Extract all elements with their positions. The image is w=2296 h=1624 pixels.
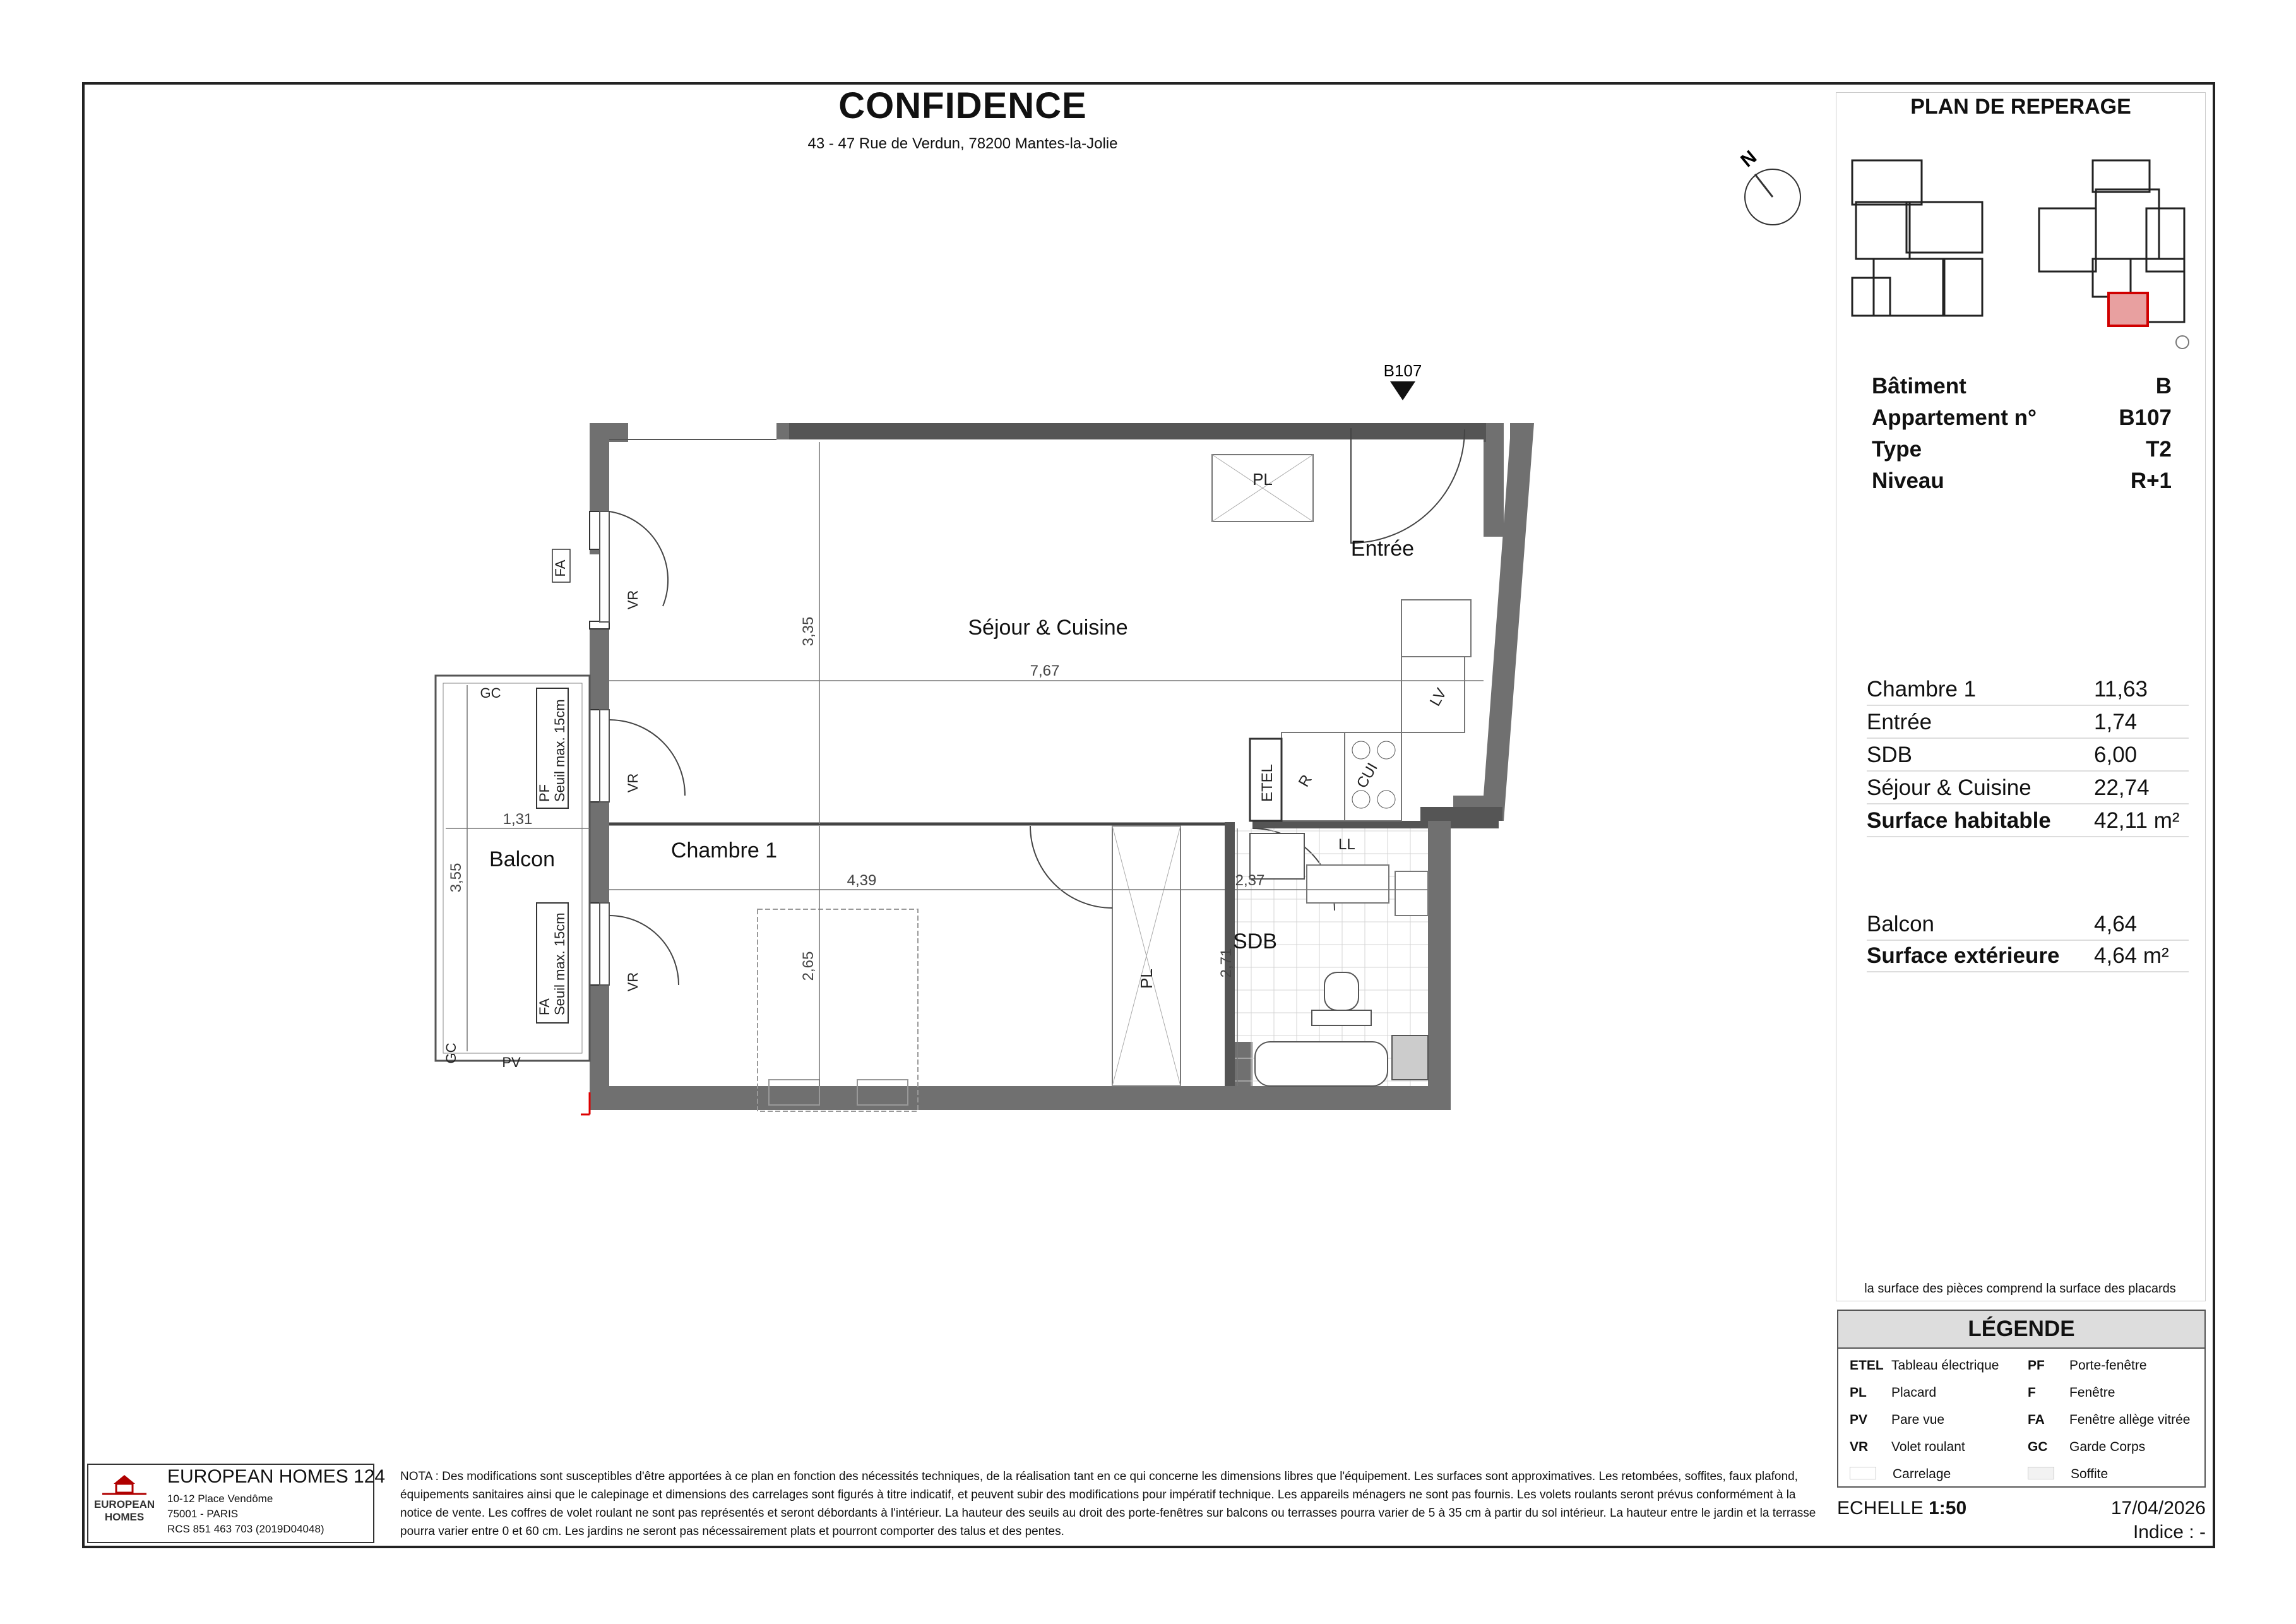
dim-335: 3,35 xyxy=(800,616,817,647)
company-logo xyxy=(90,1470,159,1539)
surface-total-row: Surface habitable 42,11 m² xyxy=(1867,808,2189,837)
room-chambre: Chambre 1 xyxy=(670,839,778,863)
scale-date-row xyxy=(1837,1498,2206,1519)
info-batiment: Bâtiment B xyxy=(1872,374,2172,398)
bathtub xyxy=(1255,1042,1388,1086)
label-pl-chambre: PL xyxy=(1137,969,1156,989)
legend-item: Carrelage xyxy=(1850,1467,1951,1482)
label-pl-entree: PL xyxy=(1252,470,1273,489)
legend-item: PF Porte-fenêtre xyxy=(2028,1358,2147,1373)
info-appartement: Appartement n° B107 xyxy=(1872,405,2172,430)
unit-marker-label: B107 xyxy=(1383,361,1422,380)
disclaimer: NOTA : Des modifications sont susceptibles d'être apportées à ce plan en fonction des nécessités techniques, de la réalisation tant en ce qui concerne les dimensions libres que l'équipement. Les surfaces sont approximatives. Les retombées, soffites, faux plafond, équipements sanitaires ainsi que le calepinage et dimensions des carrelages sont figurés à titre indicatif, et peuvent subir des modifications pour impératif technique. Les appareils ménagers ne sont pas fournis. Les volets roulants seront prévus conformément à la notice de vente. Les coffres de volet roulant ne sont pas représentés et seront débordants à l'intérieur. La hauteur des seuils au droit des porte-fenêtres sur balcons ou terrasses pourra varier de 5 à 35 cm à partir du sol intérieur. La hauteur entre le jardin et la terrasse pourra varier entre 0 et 60 cm. Les jardins ne seront pas nécessairement plats et pourront comporter des talus et des pentes. xyxy=(400,1470,1816,1538)
label-pv: PV xyxy=(502,1054,521,1070)
surface-row: SDB 6,00 xyxy=(1867,743,2189,772)
label-gc-2: GC xyxy=(443,1042,459,1064)
compass-icon xyxy=(1730,145,1805,234)
legend-item: F Fenêtre xyxy=(2028,1385,2115,1400)
surface-row: Entrée 1,74 xyxy=(1867,710,2189,739)
dim-439: 4,39 xyxy=(847,872,877,889)
label-vr-3: VR xyxy=(625,972,641,992)
surface-note: la surface des pièces comprend la surface des placards xyxy=(1864,1282,2176,1296)
legend-item: Soffite xyxy=(2028,1467,2108,1482)
scale-label: ECHELLE 1:50 xyxy=(1837,1498,1967,1519)
room-sejour: Séjour & Cuisine xyxy=(968,616,1128,640)
compass-north-label: N xyxy=(1737,146,1761,172)
project-address: 43 - 47 Rue de Verdun, 78200 Mantes-la-Jolie xyxy=(807,135,1118,152)
reperage-title: PLAN DE REPERAGE xyxy=(1910,95,2131,119)
project-title: CONFIDENCE xyxy=(838,85,1087,126)
dim-265: 2,65 xyxy=(800,951,817,981)
unit-marker-arrow xyxy=(1390,381,1415,400)
carrelage-swatch xyxy=(1850,1467,1876,1479)
dim-271: 2,71 xyxy=(1218,948,1235,978)
exterior-row: Balcon 4,64 xyxy=(1867,912,2189,941)
reperage-highlight xyxy=(2109,293,2148,326)
plan-indice: Indice : - xyxy=(2132,1522,2206,1543)
room-sdb: SDB xyxy=(1233,929,1277,953)
info-type: Type T2 xyxy=(1872,437,2172,462)
legend-item: GC Garde Corps xyxy=(2028,1440,2146,1454)
legend-title: LÉGENDE xyxy=(1838,1311,2204,1349)
company-address: 10-12 Place Vendôme 75001 - PARIS RCS 851 463 703 (2019D04048) xyxy=(167,1493,324,1535)
reperage-minimap xyxy=(1843,152,2197,354)
toilet xyxy=(1324,972,1359,1010)
label-lv: LV xyxy=(1426,685,1450,709)
dim-355: 3,55 xyxy=(448,863,465,893)
label-pf: PF xyxy=(537,784,552,802)
legend-item: FA Fenêtre allège vitrée xyxy=(2028,1412,2191,1427)
svg-text:EUROPEAN: EUROPEAN xyxy=(93,1498,155,1510)
legend-item: PV Pare vue xyxy=(1850,1412,1945,1427)
label-ll: LL xyxy=(1338,836,1355,853)
legend-box xyxy=(1837,1310,2206,1488)
info-niveau: Niveau R+1 xyxy=(1872,469,2172,493)
label-cui: CUI xyxy=(1353,760,1381,791)
plan-date: 17/04/2026 xyxy=(2110,1498,2206,1519)
label-r: R xyxy=(1295,772,1316,790)
label-vr-2: VR xyxy=(625,773,641,793)
surface-row: Séjour & Cuisine 22,74 xyxy=(1867,775,2189,804)
bed xyxy=(758,909,918,1111)
svg-text:HOMES: HOMES xyxy=(104,1511,145,1523)
label-etel: ETEL xyxy=(1259,763,1276,803)
soffite-swatch xyxy=(2028,1467,2054,1479)
dim-767: 7,67 xyxy=(1030,662,1060,679)
dim-237: 2,37 xyxy=(1235,872,1265,889)
surface-row: Chambre 1 11,63 xyxy=(1867,677,2189,706)
fridge xyxy=(1282,732,1345,821)
legend-item: ETEL Tableau électrique xyxy=(1850,1358,1999,1373)
label-vr-1: VR xyxy=(625,590,641,610)
room-balcon: Balcon xyxy=(489,847,555,871)
legend-item: VR Volet roulant xyxy=(1850,1440,1965,1454)
dim-131: 1,31 xyxy=(503,811,533,828)
legend-item: PL Placard xyxy=(1850,1385,1937,1400)
label-fa-sejour: FA xyxy=(552,559,568,577)
sink-lv xyxy=(1401,600,1471,657)
company-name: EUROPEAN HOMES 124 xyxy=(167,1466,386,1487)
label-seuil-1: Seuil max. 15cm xyxy=(552,699,568,802)
label-seuil-2: Seuil max. 15cm xyxy=(552,912,568,1015)
label-gc-1: GC xyxy=(480,685,501,701)
room-entree: Entrée xyxy=(1350,537,1415,561)
exterior-total-row: Surface extérieure 4,64 m² xyxy=(1867,943,2189,972)
floor-plan xyxy=(410,354,1578,1187)
north-wall xyxy=(789,423,1484,439)
label-fa-balcon: FA xyxy=(537,998,552,1015)
